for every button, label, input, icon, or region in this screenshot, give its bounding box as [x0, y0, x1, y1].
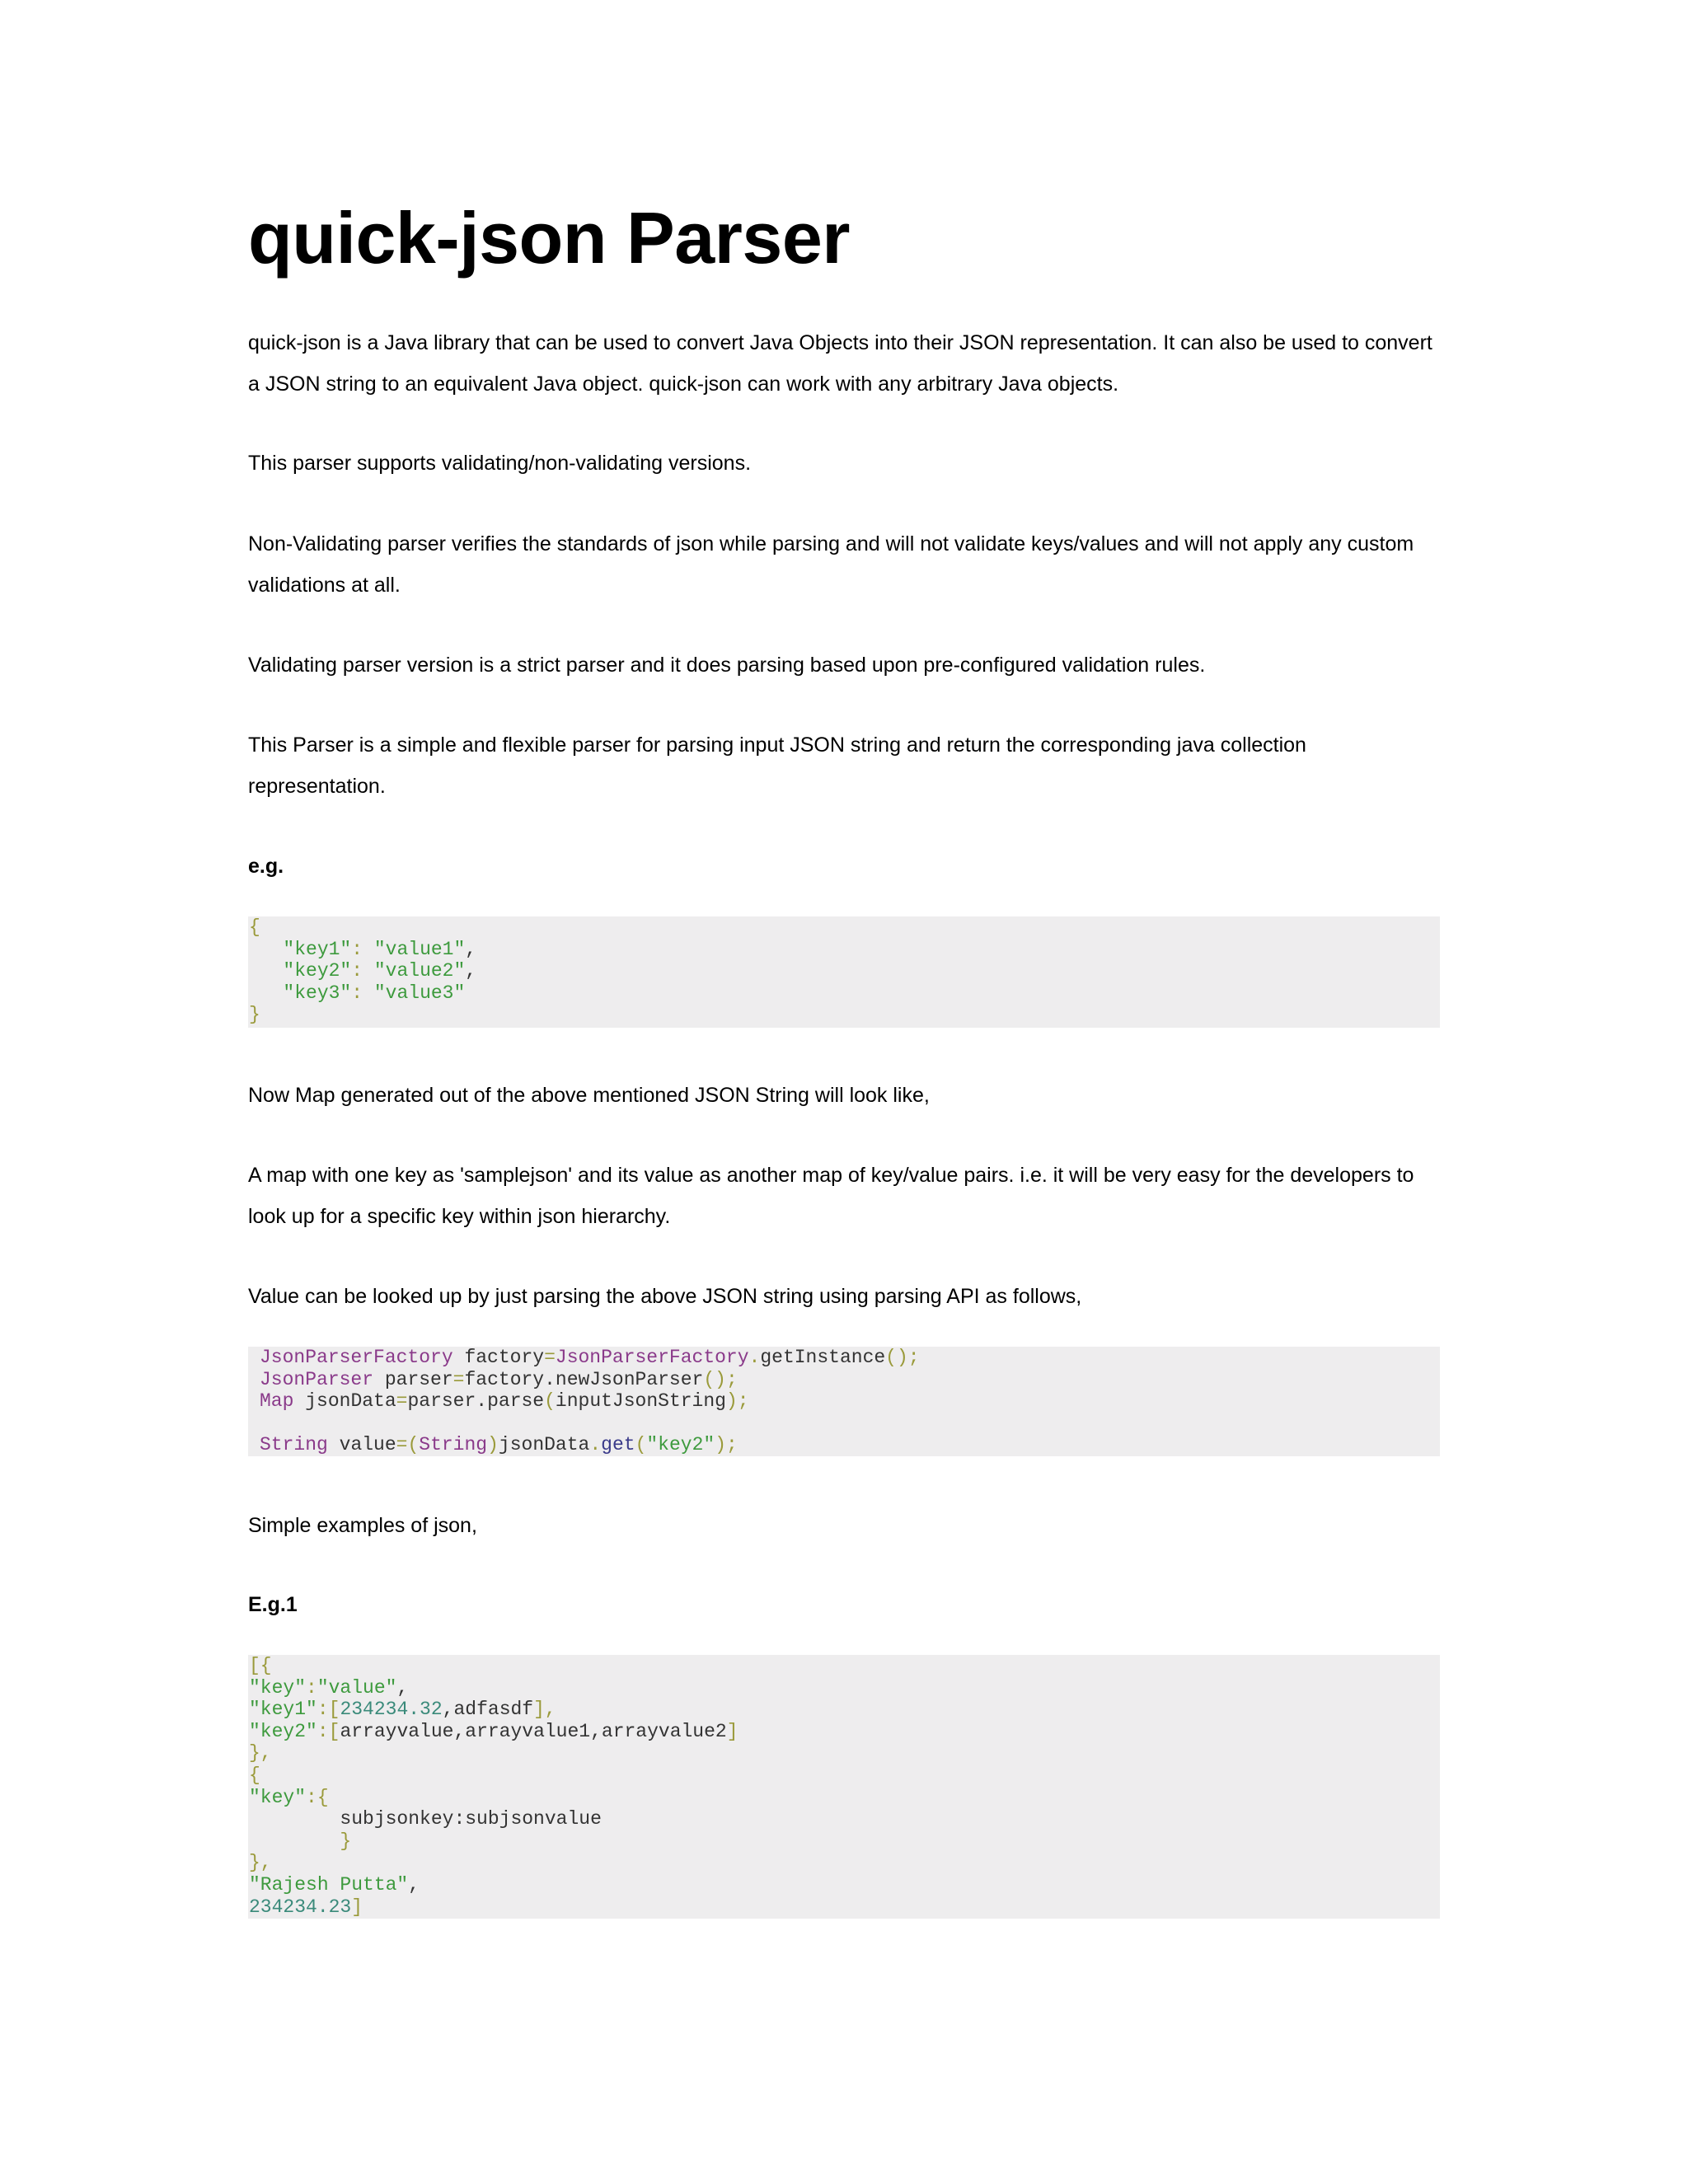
code-token: subjsonkey:subjsonvalue — [340, 1808, 602, 1830]
code-token: inputJsonString — [555, 1390, 726, 1413]
code-line — [249, 916, 1440, 939]
java-api-code-block — [248, 1347, 1440, 1456]
code-token: "value1" — [373, 938, 466, 960]
code-line: "key":{ — [249, 1786, 329, 1808]
code-token: } — [249, 1004, 260, 1026]
code-token: "key2" — [646, 1433, 715, 1455]
code-token: "value3" — [373, 982, 466, 1004]
nonvalidating-paragraph — [248, 523, 1440, 606]
intro-paragraph — [248, 322, 1440, 405]
map-generated-paragraph: Now Map generated out of the above mentioned JSON String will look like, — [248, 1084, 930, 1107]
code-line: "Rajesh Putta", — [249, 1873, 420, 1896]
code-token: String — [419, 1433, 488, 1455]
code-token: "key3" — [283, 982, 352, 1004]
code-token: { — [249, 916, 260, 938]
nonvalidating-line-1: Non-Validating parser verifies the standards of json while parsing and will not validate keys/values and will not apply any custom — [248, 532, 1414, 555]
code-token: "key" — [249, 1786, 307, 1808]
code-line: String value=(String)jsonData.get("key2"); — [260, 1433, 738, 1455]
code-line — [249, 1004, 1440, 1026]
code-token: getInstance — [760, 1347, 886, 1368]
json-example-code-block — [248, 916, 1440, 1028]
nonvalidating-line-2: validations at all. — [248, 574, 401, 597]
code-line — [249, 1655, 1440, 1677]
code-token: "key1" — [249, 1699, 317, 1721]
map-description-line-1: A map with one key as 'samplejson' and its value as another map of key/value pairs. i.e. it will be very easy for the developers to — [248, 1164, 1414, 1187]
code-line: "key2": "value2", — [283, 960, 477, 982]
code-token: adfasdf — [453, 1699, 534, 1721]
eg-label: e.g. — [248, 855, 284, 878]
code-token: }, — [249, 1742, 272, 1765]
code-line — [249, 1765, 1440, 1787]
code-token: Map — [260, 1390, 294, 1413]
code-token: parser.parse — [407, 1390, 545, 1413]
code-line: 234234.23] — [249, 1896, 363, 1918]
validating-paragraph: Validating parser version is a strict parser and it does parsing based upon pre-configured validation rules. — [248, 654, 1206, 677]
code-token: 234234.23 — [249, 1896, 352, 1918]
intro-line-1: quick-json is a Java library that can be used to convert Java Objects into their JSON representation. It can also be used to convert — [248, 331, 1432, 354]
code-line: "key3": "value3" — [283, 982, 466, 1004]
supports-paragraph: This parser supports validating/non-validating versions. — [248, 452, 752, 475]
code-line — [249, 1830, 1440, 1853]
eg1-label: E.g.1 — [248, 1593, 298, 1616]
code-token: jsonData — [498, 1433, 590, 1455]
code-token: factory.newJsonParser — [464, 1368, 704, 1390]
map-description-line-2: look up for a specific key within json hierarchy. — [248, 1205, 671, 1228]
code-token: arrayvalue,arrayvalue1,arrayvalue2 — [340, 1720, 727, 1742]
intro-line-2: a JSON string to an equivalent Java object. quick-json can work with any arbitrary Java objects. — [248, 373, 1119, 396]
simple-flexible-line-2: representation. — [248, 775, 386, 798]
code-token: "key2" — [249, 1720, 317, 1742]
code-token: 234234.32 — [340, 1699, 443, 1721]
lookup-paragraph: Value can be looked up by just parsing the above JSON string using parsing API as follows, — [248, 1285, 1082, 1308]
code-token: "key2" — [283, 960, 352, 982]
code-token: } — [340, 1830, 352, 1852]
map-description-paragraph — [248, 1155, 1440, 1237]
code-token: get — [601, 1433, 635, 1455]
code-token: factory — [464, 1347, 545, 1368]
code-line — [249, 1742, 1440, 1765]
code-line: "key1": "value1", — [283, 938, 477, 960]
page-title: quick-json Parser — [248, 197, 851, 279]
code-line: "key2":[arrayvalue,arrayvalue1,arrayvalue2] — [249, 1720, 738, 1742]
code-token: value — [339, 1433, 396, 1455]
code-token: JsonParserFactory — [555, 1347, 749, 1368]
code-token: "value2" — [373, 960, 466, 982]
code-token: "key" — [249, 1676, 307, 1699]
code-token: JsonParser — [260, 1368, 374, 1390]
code-line — [249, 1852, 1440, 1874]
simple-flexible-line-1: This Parser is a simple and flexible parser for parsing input JSON string and return the corresponding java collection — [248, 733, 1306, 757]
code-token: JsonParserFactory — [260, 1347, 453, 1368]
code-line: "key":"value", — [249, 1676, 409, 1699]
code-token: }, — [249, 1852, 272, 1874]
simple-flexible-paragraph — [248, 724, 1440, 807]
code-token: "Rajesh Putta" — [249, 1873, 409, 1896]
code-line — [249, 1808, 1440, 1830]
code-token: "value" — [316, 1676, 397, 1699]
code-line: JsonParser parser=factory.newJsonParser(); — [260, 1368, 738, 1390]
simple-examples-paragraph: Simple examples of json, — [248, 1514, 477, 1537]
code-line: "key1":[234234.32,adfasdf], — [249, 1699, 556, 1721]
code-line: Map jsonData=parser.parse(inputJsonString); — [260, 1390, 749, 1413]
json-array-code-block — [248, 1655, 1440, 1919]
code-token: String — [260, 1433, 328, 1455]
code-token: parser — [384, 1368, 453, 1390]
code-token: jsonData — [305, 1390, 396, 1413]
code-token: [{ — [249, 1655, 272, 1676]
code-token: { — [249, 1764, 260, 1786]
code-line: JsonParserFactory factory=JsonParserFactory.getInstance(); — [260, 1347, 920, 1368]
code-token: "key1" — [283, 938, 352, 960]
